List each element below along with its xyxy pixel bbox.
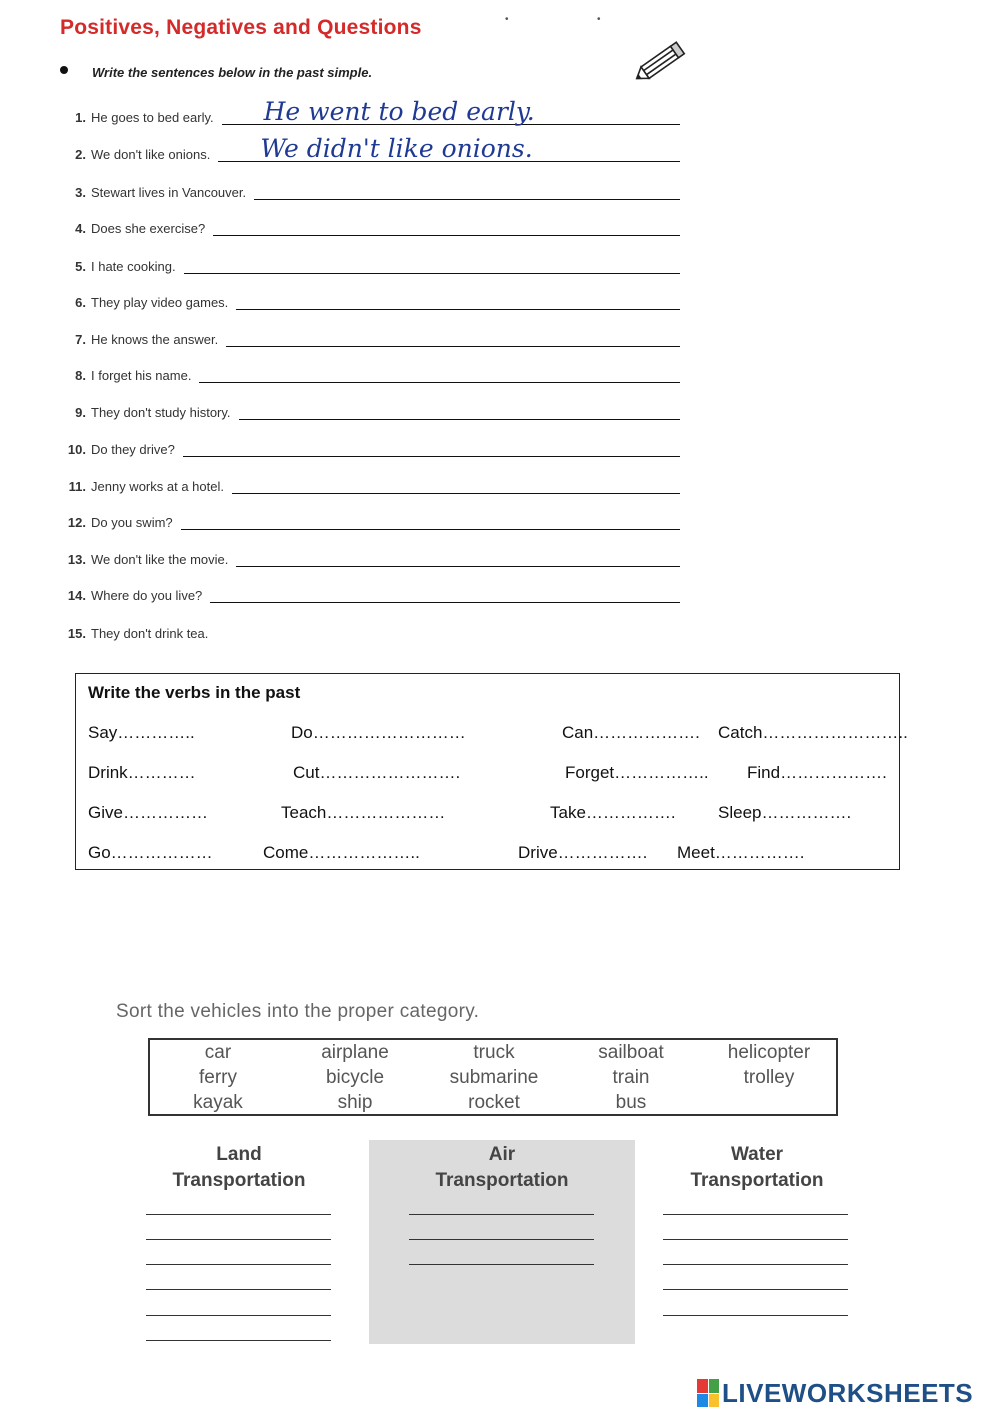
verb-item[interactable]: Can………………. — [562, 723, 700, 742]
water-category-heading — [657, 1142, 857, 1194]
sentence-number: 5. — [75, 259, 86, 274]
sentence-number: 13. — [67, 552, 86, 567]
answer-line[interactable] — [218, 134, 680, 163]
liveworksheets-logo[interactable] — [697, 1376, 973, 1410]
sentence-number: 11. — [68, 479, 86, 494]
verb-box-title: Write the verbs in the past — [88, 683, 301, 702]
sentence-text: Does she exercise? — [91, 221, 206, 236]
answer-line[interactable] — [232, 473, 680, 494]
sentence-text: I forget his name. — [91, 368, 192, 383]
sentence-text: He goes to bed early. — [91, 110, 214, 125]
sentence-text: We don't like onions. — [91, 147, 211, 162]
logo-mark-icon — [697, 1379, 719, 1407]
answer-slot[interactable] — [216, 621, 680, 641]
air-category-heading — [402, 1142, 602, 1194]
sentence-text: Do they drive? — [91, 442, 175, 457]
category-title: Land — [216, 1144, 262, 1165]
land-answer-blank[interactable] — [146, 1214, 331, 1215]
land-answer-blank[interactable] — [146, 1340, 331, 1341]
water-answer-blank[interactable] — [663, 1289, 848, 1290]
sentence-text: They don't drink tea. — [91, 626, 209, 641]
worksheet-title: Positives, Negatives and Questions — [60, 16, 422, 39]
sentence-row — [60, 506, 680, 530]
verb-item[interactable]: Cut……………………. — [293, 763, 461, 782]
category-title: Water — [730, 1144, 784, 1165]
answer-text[interactable]: He went to bed early. — [263, 97, 535, 126]
sentence-text: They don't study history. — [91, 405, 231, 420]
water-answer-blank[interactable] — [663, 1239, 848, 1240]
category-subtitle: Transportation — [690, 1170, 824, 1191]
vehicle-word[interactable]: airplane — [321, 1042, 389, 1063]
sentence-row — [60, 617, 680, 641]
land-answer-blank[interactable] — [146, 1289, 331, 1290]
sentence-text: He knows the answer. — [91, 332, 219, 347]
sentence-row — [60, 250, 680, 274]
answer-line[interactable] — [213, 215, 680, 236]
sentence-number: 15. — [67, 626, 86, 641]
vehicle-word[interactable]: truck — [473, 1042, 515, 1063]
sentence-row — [60, 396, 680, 420]
verb-item[interactable]: Say………….. — [88, 723, 195, 742]
logo-text: LIVEWORKSHEETS — [722, 1377, 974, 1408]
pencil-icon — [630, 38, 694, 86]
air-answer-blank[interactable] — [409, 1214, 594, 1215]
sentence-row — [60, 543, 680, 567]
verb-item[interactable]: Teach………………… — [281, 803, 446, 822]
water-answer-blank[interactable] — [663, 1214, 848, 1215]
answer-line[interactable] — [181, 509, 680, 530]
scan-mark: • — [505, 14, 509, 25]
sentence-text: I hate cooking. — [91, 259, 176, 274]
vehicle-word[interactable]: submarine — [449, 1067, 539, 1088]
bullet-icon — [60, 66, 68, 74]
vehicle-word[interactable]: ship — [337, 1092, 373, 1113]
vehicle-word[interactable]: sailboat — [598, 1042, 664, 1063]
sentence-number: 4. — [75, 221, 86, 236]
sentence-text: Stewart lives in Vancouver. — [91, 185, 247, 200]
air-answer-blank[interactable] — [409, 1264, 594, 1265]
land-answer-blank[interactable] — [146, 1239, 331, 1240]
verb-item[interactable]: Take……………. — [550, 803, 676, 822]
verb-item[interactable]: Meet……………. — [677, 843, 805, 862]
vehicle-word[interactable]: kayak — [193, 1092, 243, 1113]
sentence-row — [60, 286, 680, 310]
vehicle-word[interactable]: car — [204, 1042, 232, 1063]
answer-text[interactable]: We didn't like onions. — [260, 134, 533, 163]
sentence-text: Where do you live? — [91, 588, 203, 603]
sentence-row — [60, 176, 680, 200]
land-category-heading — [139, 1142, 339, 1194]
sentence-number: 14. — [67, 588, 86, 603]
sentence-number: 3. — [75, 185, 86, 200]
verb-item[interactable]: Give…………… — [88, 803, 208, 822]
sentence-number: 12. — [67, 515, 86, 530]
verb-item[interactable]: Sleep……………. — [718, 803, 852, 822]
sentence-number: 1. — [75, 110, 86, 125]
sentence-row — [60, 470, 680, 494]
sentence-number: 10. — [67, 442, 86, 457]
verb-item[interactable]: Drink………… — [88, 763, 196, 782]
sentence-text: They play video games. — [91, 295, 229, 310]
sentence-number: 2. — [75, 147, 86, 162]
vehicle-word[interactable]: ferry — [199, 1067, 237, 1088]
answer-line[interactable] — [236, 289, 680, 310]
sentence-row — [60, 359, 680, 383]
answer-line[interactable] — [236, 546, 680, 567]
sentence-row — [60, 323, 680, 347]
sentence-text: Do you swim? — [91, 515, 173, 530]
category-subtitle: Transportation — [172, 1170, 306, 1191]
answer-line[interactable] — [239, 399, 680, 420]
category-title: Air — [488, 1144, 516, 1165]
sentence-row — [60, 212, 680, 236]
verb-item[interactable]: Catch…………………….. — [718, 723, 908, 742]
sentence-row — [60, 134, 680, 163]
verb-item[interactable]: Forget…………….. — [565, 763, 709, 782]
water-answer-blank[interactable] — [663, 1264, 848, 1265]
vehicle-word[interactable]: bicycle — [325, 1067, 385, 1088]
vehicle-word[interactable]: train — [612, 1067, 650, 1088]
air-answer-blank[interactable] — [409, 1239, 594, 1240]
answer-line[interactable] — [183, 436, 680, 457]
land-answer-blank[interactable] — [146, 1315, 331, 1316]
answer-line[interactable] — [254, 179, 680, 200]
land-answer-blank[interactable] — [146, 1264, 331, 1265]
sentence-row — [60, 579, 680, 603]
sort-instruction: Sort the vehicles into the proper category. — [116, 1001, 480, 1022]
verb-item[interactable]: Go……………… — [88, 843, 213, 862]
answer-line[interactable] — [210, 582, 680, 603]
sentence-number: 8. — [75, 368, 86, 383]
sentence-text: We don't like the movie. — [91, 552, 229, 567]
sentence-number: 9. — [75, 405, 86, 420]
sentence-number: 7. — [75, 332, 86, 347]
verb-item[interactable]: Drive……………. — [518, 843, 648, 862]
answer-line[interactable] — [184, 253, 680, 274]
exercise-instruction: Write the sentences below in the past simple. — [92, 65, 373, 80]
vehicle-word[interactable]: trolley — [743, 1067, 795, 1088]
scan-mark: • — [597, 14, 601, 25]
vehicle-word[interactable]: helicopter — [727, 1042, 811, 1063]
water-answer-blank[interactable] — [663, 1315, 848, 1316]
sentence-row — [60, 433, 680, 457]
sentence-row — [60, 97, 680, 126]
vehicle-word[interactable]: rocket — [468, 1092, 520, 1113]
sentence-text: Jenny works at a hotel. — [91, 479, 224, 494]
answer-line[interactable] — [199, 362, 680, 383]
vehicle-word[interactable]: bus — [615, 1092, 647, 1113]
category-subtitle: Transportation — [435, 1170, 569, 1191]
verb-item[interactable]: Do……………………… — [291, 723, 466, 742]
answer-line[interactable] — [226, 326, 680, 347]
answer-line[interactable] — [222, 97, 680, 126]
verb-item[interactable]: Come……………….. — [263, 843, 420, 862]
verb-item[interactable]: Find………………. — [747, 763, 887, 782]
sentence-number: 6. — [75, 295, 86, 310]
